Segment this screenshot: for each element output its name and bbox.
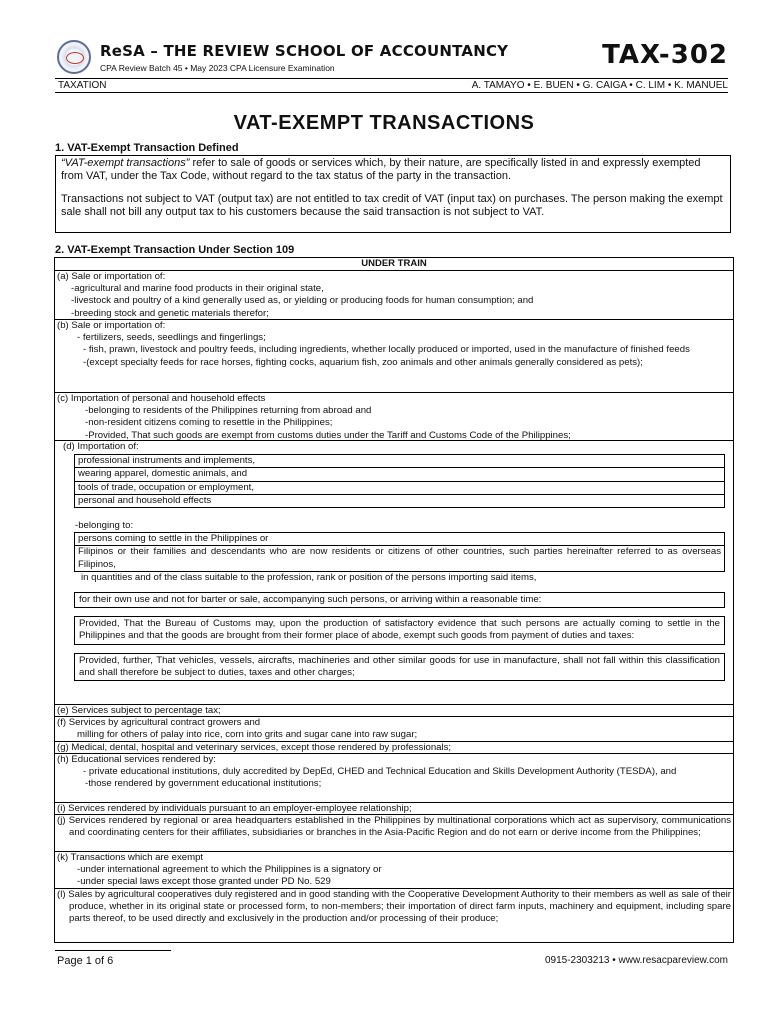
row-e xyxy=(55,705,733,717)
row-f xyxy=(55,717,733,742)
row-f-line: milling for others of palay into rice, corn into grits and sugar cane into raw sugar; xyxy=(77,729,418,741)
row-l-line: (l) Sales by agricultural cooperatives duly registered and in good standing with the Cooperative Development Authority to their members as well as sale of their produce, whether in its original state or processed form, to non-members; their importation of direct farm inputs, machinery and equipment, including spare parts thereof, to be used directly and exclusively in the production and/or processing of their produce; xyxy=(57,889,731,925)
row-c-line: (c) Importation of personal and household effects xyxy=(57,393,266,404)
row-k xyxy=(55,852,733,889)
proviso-further-box: Provided, further, That vehicles, vessels, aircrafts, machineries and other similar goods for use in manufacture, shall not fall within this classification and shall therefore be subject to duties, taxes and other charges; xyxy=(74,653,725,681)
row-c-line: -non-resident citizens coming to resettle in the Philippines; xyxy=(85,417,333,429)
import-item-box: personal and household effects xyxy=(74,495,725,508)
row-a-line: -agricultural and marine food products in their original state, xyxy=(71,283,324,295)
own-use-box: for their own use and not for barter or sale, accompanying such persons, or arriving within a reasonable time: xyxy=(74,592,725,608)
course-code: TAX-302 xyxy=(602,40,728,70)
resa-logo-icon xyxy=(57,40,91,74)
row-a-line: (a) Sale or importation of: xyxy=(57,271,166,282)
row-d-intro: (d) Importation of: xyxy=(63,441,139,452)
row-b-line: - fertilizers, seeds, seedlings and fingerlings; xyxy=(77,332,266,344)
exemptions-table xyxy=(54,257,734,943)
defined-term: “VAT-exempt transactions” xyxy=(61,157,190,169)
page-number: Page 1 of 6 xyxy=(57,955,114,967)
row-b xyxy=(55,320,733,393)
row-h xyxy=(55,754,733,803)
row-d xyxy=(55,441,733,705)
subject-label: TAXATION xyxy=(58,80,107,91)
row-k-line: (k) Transactions which are exempt xyxy=(57,852,204,863)
section-2-heading: 2. VAT-Exempt Transaction Under Section 109 xyxy=(55,244,295,256)
authors-list: A. TAMAYO • E. BUEN • G. CAIGA • C. LIM • K. MANUEL xyxy=(471,80,728,91)
row-c-line: -belonging to residents of the Philippines returning from abroad and xyxy=(85,405,372,417)
belonging-to-label: -belonging to: xyxy=(75,520,134,532)
persons-box: Filipinos or their families and descendants who are now residents or citizens of other countries, such parties hereinafter referred to as overseas Filipinos, xyxy=(74,546,725,571)
proviso-box: Provided, That the Bureau of Customs may, upon the production of satisfactory evidence that such persons are actually coming to settle in the Philippines and that the goods are brought from their former place of abode, exempt such goods from payment of duties and taxes: xyxy=(74,616,725,644)
row-k-line: -under special laws except those granted under PD No. 529 xyxy=(77,876,331,888)
import-item-box: wearing apparel, domestic animals, and xyxy=(74,468,725,481)
header-rule-bottom xyxy=(55,92,728,93)
persons-box: persons coming to settle in the Philippines or xyxy=(74,532,725,546)
batch-info: CPA Review Batch 45 • May 2023 CPA Licensure Examination xyxy=(100,63,335,73)
row-b-line: -(except specialty feeds for race horses, fighting cocks, aquarium fish, zoo animals and other animals generally considered as pets); xyxy=(83,356,643,368)
section-1-heading: 1. VAT-Exempt Transaction Defined xyxy=(55,142,239,154)
header-rule-top xyxy=(55,78,728,79)
definition-text: refer to sale of goods or services which, by their nature, are specifically listed in and expressly exempted from VAT, under the Tax Code, without regard to the tax status of the party in the transaction. xyxy=(61,157,701,182)
school-name: ReSA – THE REVIEW SCHOOL OF ACCOUNTANCY xyxy=(100,42,509,60)
definition-box xyxy=(55,155,731,233)
page-title: VAT-EXEMPT TRANSACTIONS xyxy=(233,112,535,134)
contact-info: 0915-2303213 • www.resacpareview.com xyxy=(544,955,728,966)
row-h-line: (h) Educational services rendered by: xyxy=(57,754,216,765)
row-k-line: -under international agreement to which the Philippines is a signatory or xyxy=(77,864,382,876)
row-i-line: (i) Services rendered by individuals pursuant to an employer-employee relationship; xyxy=(57,803,412,814)
row-c-line: -Provided, That such goods are exempt from customs duties under the Tariff and Customs Code of the Philippines; xyxy=(85,429,571,441)
row-j xyxy=(55,815,733,852)
row-l xyxy=(55,889,733,951)
row-e-line: (e) Services subject to percentage tax; xyxy=(57,705,221,716)
definition-paragraph-2: Transactions not subject to VAT (output tax) are not entitled to tax credit of VAT (input tax) on purchases. The person making the exempt sale shall not bill any output tax to his customers because the said transaction is not subject to VAT. xyxy=(61,193,723,218)
row-a xyxy=(55,271,733,320)
row-j-line: (j) Services rendered by regional or area headquarters established in the Philippines by multinational corporations which act as supervisory, communications and coordinating centers for their affiliates, subsidiaries or branches in the Asia-Pacific Region and do not earn or derive income from the Philippines; xyxy=(57,815,731,839)
table-header: UNDER TRAIN xyxy=(55,258,733,271)
row-g xyxy=(55,742,733,754)
footer-rule xyxy=(55,950,171,951)
row-b-line: (b) Sale or importation of: xyxy=(57,320,166,331)
row-a-line: -breeding stock and genetic materials therefor; xyxy=(71,307,269,319)
row-b-line: - fish, prawn, livestock and poultry feeds, including ingredients, whether locally produced or imported, used in the manufacture of finished feeds xyxy=(83,344,690,356)
quantities-text: in quantities and of the class suitable to the profession, rank or position of the persons importing said items, xyxy=(81,571,537,583)
row-h-line: - private educational institutions, duly accredited by DepEd, CHED and Technical Education and Skills Development Authority (TESDA), and xyxy=(83,766,677,778)
definition-paragraph-1 xyxy=(61,157,725,183)
import-item-box: professional instruments and implements, xyxy=(74,454,725,468)
row-h-line: -those rendered by government educational institutions; xyxy=(85,778,322,790)
row-c xyxy=(55,393,733,441)
row-g-line: (g) Medical, dental, hospital and veterinary services, except those rendered by professionals; xyxy=(57,742,452,753)
row-i xyxy=(55,803,733,815)
row-a-line: -livestock and poultry of a kind generally used as, or yielding or producing foods for human consumption; and xyxy=(71,295,534,307)
row-f-line: (f) Services by agricultural contract growers and xyxy=(57,717,261,728)
import-item-box: tools of trade, occupation or employment, xyxy=(74,482,725,495)
